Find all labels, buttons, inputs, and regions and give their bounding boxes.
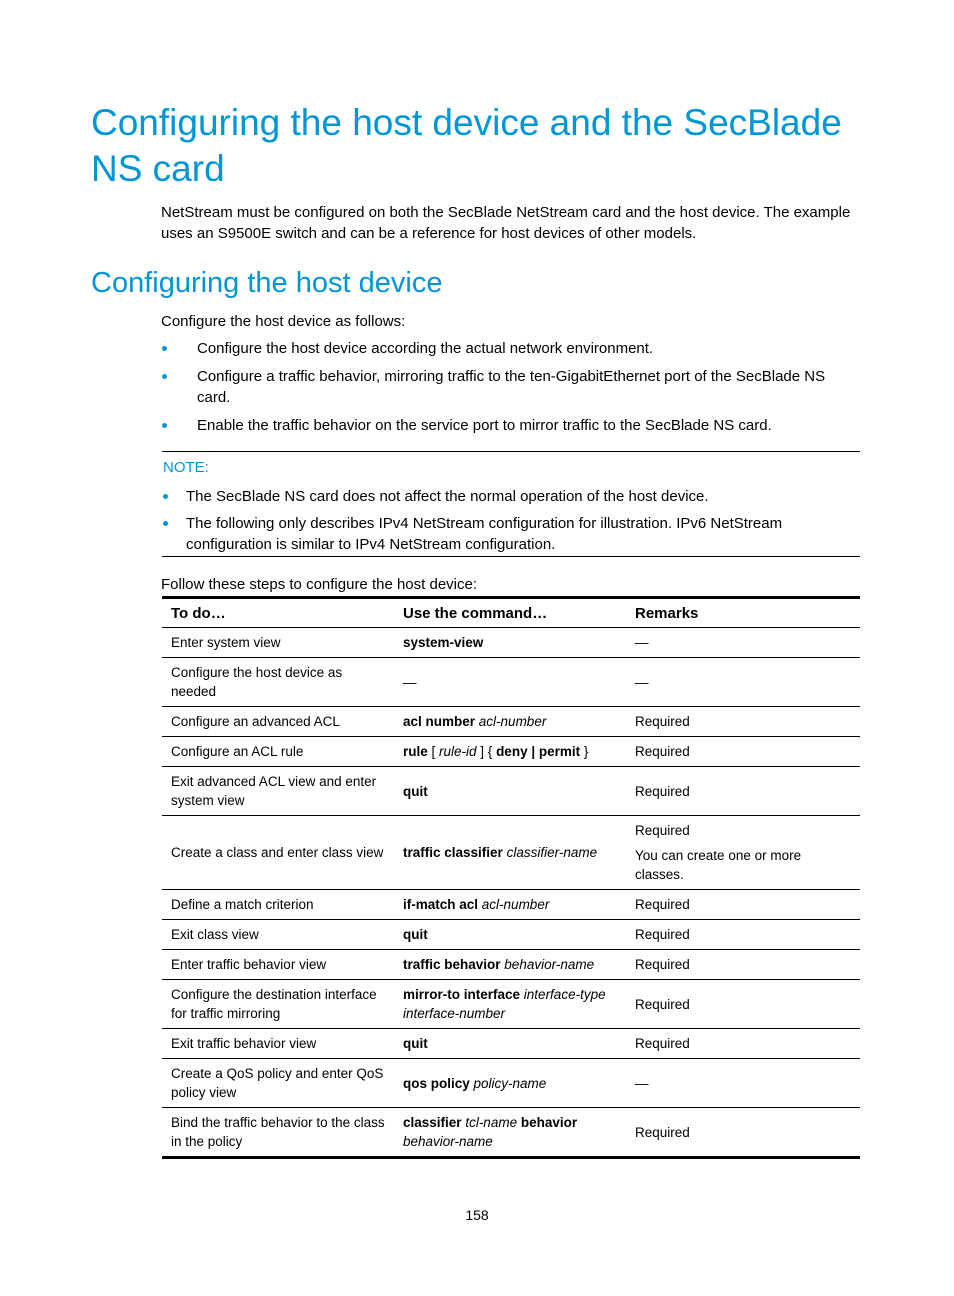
- table-row: [162, 628, 860, 658]
- cell-command: [394, 1059, 626, 1108]
- cell-command: [394, 920, 626, 950]
- cell-command: [394, 890, 626, 920]
- step-text: Enable the traffic behavior on the service port to mirror traffic to the SecBlade NS card.: [197, 417, 772, 434]
- cell-todo: Enter system view: [162, 628, 394, 658]
- note-text: The SecBlade NS card does not affect the normal operation of the host device.: [186, 488, 709, 505]
- command-keyword: acl number: [403, 714, 476, 729]
- page-title: Configuring the host device and the SecBlade NS card: [91, 102, 842, 189]
- note-text: The following only describes IPv4 NetStream configuration for illustration. IPv6 NetStream configuration is similar to IPv4 NetStream configuration.: [186, 515, 783, 553]
- cell-remarks: [626, 707, 860, 737]
- command-argument: acl-number: [481, 897, 550, 912]
- cell-remarks: [626, 1059, 860, 1108]
- table-row: [162, 767, 860, 816]
- cell-todo: Configure the destination interface for traffic mirroring: [162, 980, 394, 1029]
- cell-todo: Create a QoS policy and enter QoS policy view: [162, 1059, 394, 1108]
- list-item: [161, 338, 861, 359]
- table-row: [162, 1108, 860, 1158]
- list-item: [161, 415, 861, 436]
- cell-command: [394, 1029, 626, 1059]
- cell-todo: Configure the host device as needed: [162, 658, 394, 707]
- bullet-icon: [162, 374, 167, 379]
- remark-text: Required: [635, 996, 690, 1012]
- table-row: [162, 658, 860, 707]
- list-item: [162, 486, 860, 507]
- table-row: [162, 816, 860, 890]
- command-argument: classifier-name: [506, 845, 598, 860]
- command-keyword: quit: [403, 927, 428, 942]
- cell-command: [394, 628, 626, 658]
- command-keyword: permit: [538, 744, 581, 759]
- cell-remarks: [626, 816, 860, 890]
- table-row: [162, 1059, 860, 1108]
- follow-text: Follow these steps to configure the host device:: [161, 576, 478, 593]
- note-label: NOTE:: [163, 459, 209, 476]
- remark-text: Required: [635, 1036, 690, 1051]
- command-text: [: [427, 744, 440, 759]
- remark-text: Required: [635, 823, 690, 838]
- bullet-icon: [163, 521, 168, 526]
- header-command: Use the command…: [394, 598, 626, 628]
- table-row: [162, 707, 860, 737]
- remark-text: Required: [635, 1124, 690, 1140]
- command-keyword: deny: [496, 744, 528, 759]
- cell-remarks: [626, 767, 860, 816]
- command-keyword: traffic behavior: [403, 957, 501, 972]
- command-argument: behavior-name: [504, 957, 595, 972]
- table-row: [162, 920, 860, 950]
- command-keyword: mirror-to interface: [403, 987, 521, 1002]
- cell-command: [394, 1108, 626, 1158]
- command-text: }: [580, 744, 589, 759]
- cell-todo: Exit traffic behavior view: [162, 1029, 394, 1059]
- cell-remarks: [626, 1029, 860, 1059]
- remark-text: Required: [635, 927, 690, 942]
- remark-text: —: [635, 1075, 649, 1091]
- cell-todo: Bind the traffic behavior to the class in the policy: [162, 1108, 394, 1158]
- cell-todo: Define a match criterion: [162, 890, 394, 920]
- cell-todo: Create a class and enter class view: [162, 816, 394, 890]
- cell-command: [394, 658, 626, 707]
- bullet-icon: [163, 494, 168, 499]
- cell-command: [394, 737, 626, 767]
- note-box: [162, 451, 860, 557]
- command-keyword: quit: [403, 783, 428, 799]
- command-argument: interface-type interface-number: [403, 987, 606, 1021]
- command-keyword: rule: [403, 744, 428, 759]
- cell-todo: Configure an advanced ACL: [162, 707, 394, 737]
- command-keyword: if-match acl: [403, 897, 479, 912]
- remark-text: Required: [635, 897, 690, 912]
- cell-command: [394, 816, 626, 890]
- table-row: [162, 737, 860, 767]
- command-keyword: |: [527, 744, 539, 759]
- cell-todo: Enter traffic behavior view: [162, 950, 394, 980]
- cell-command: [394, 980, 626, 1029]
- cell-remarks: [626, 737, 860, 767]
- command-keyword: behavior: [520, 1115, 578, 1130]
- cell-command: [394, 767, 626, 816]
- remark-text: Required: [635, 744, 690, 759]
- header-todo: To do…: [162, 598, 394, 628]
- list-item: [162, 513, 860, 555]
- remark-text: Required: [635, 957, 690, 972]
- command-argument: acl-number: [478, 714, 547, 729]
- steps-list: [161, 338, 861, 443]
- table-row: [162, 980, 860, 1029]
- section-title: Configuring the host device: [91, 267, 443, 299]
- command-keyword: quit: [403, 1036, 428, 1051]
- cell-remarks: [626, 890, 860, 920]
- remark-text: —: [635, 635, 649, 650]
- cell-todo: Configure an ACL rule: [162, 737, 394, 767]
- command-text: —: [403, 674, 417, 690]
- cell-todo: Exit advanced ACL view and enter system view: [162, 767, 394, 816]
- command-argument: behavior-name: [403, 1134, 493, 1149]
- step-text: Configure the host device according the actual network environment.: [197, 340, 654, 357]
- list-item: [161, 366, 861, 408]
- table-row: [162, 890, 860, 920]
- cell-remarks: [626, 658, 860, 707]
- remark-text: Required: [635, 783, 690, 799]
- cell-remarks: [626, 920, 860, 950]
- step-text: Configure a traffic behavior, mirroring traffic to the ten-GigabitEthernet port of the SecBlade NS card.: [197, 368, 826, 406]
- command-keyword: traffic classifier: [403, 845, 503, 860]
- header-remarks: Remarks: [626, 598, 860, 628]
- lead-text: Configure the host device as follows:: [161, 313, 406, 330]
- table-row: [162, 950, 860, 980]
- bullet-icon: [162, 423, 167, 428]
- intro-paragraph: NetStream must be configured on both the SecBlade NetStream card and the host device. The example uses an S9500E switch and can be a reference for host devices of other models.: [161, 204, 851, 242]
- cell-remarks: [626, 1108, 860, 1158]
- command-keyword: qos policy: [403, 1075, 470, 1091]
- remark-text: Required: [635, 714, 690, 729]
- cell-command: [394, 707, 626, 737]
- command-keyword: classifier: [403, 1115, 462, 1130]
- cell-remarks: [626, 980, 860, 1029]
- remark-text: You can create one or more classes.: [635, 848, 802, 882]
- command-argument: rule-id: [439, 744, 477, 759]
- cell-remarks: [626, 628, 860, 658]
- command-keyword: system-view: [403, 635, 484, 650]
- page-number: 158: [465, 1207, 489, 1223]
- remark-text: —: [635, 674, 649, 690]
- note-list: [162, 486, 860, 561]
- cell-todo: Exit class view: [162, 920, 394, 950]
- cell-command: [394, 950, 626, 980]
- table-header-row: [162, 598, 860, 628]
- command-text: ] {: [476, 744, 497, 759]
- table-row: [162, 1029, 860, 1059]
- command-table: [162, 596, 860, 1159]
- cell-remarks: [626, 950, 860, 980]
- command-argument: tcl-name: [465, 1115, 518, 1130]
- bullet-icon: [162, 346, 167, 351]
- command-argument: policy-name: [473, 1075, 547, 1091]
